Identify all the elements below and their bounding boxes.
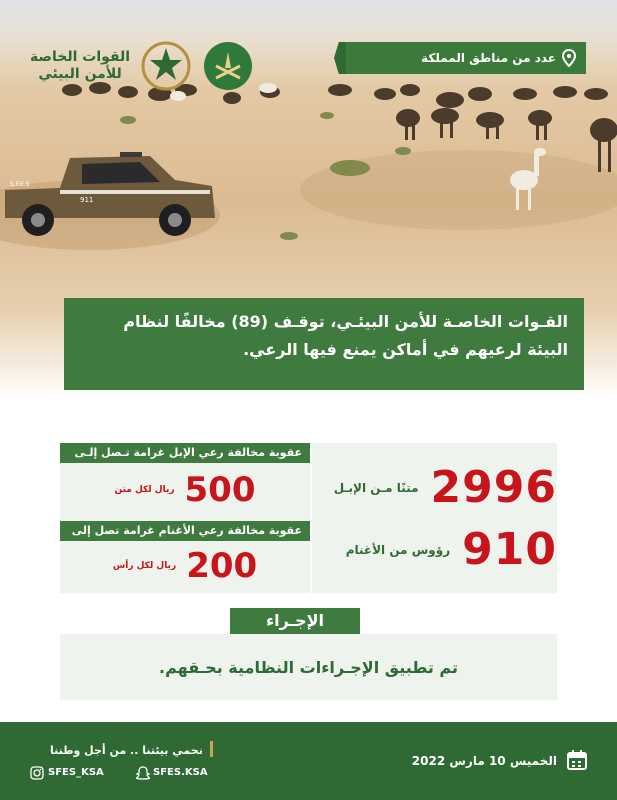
camel-fine-unit: ريال لكل متن bbox=[114, 485, 175, 495]
sheep-count-label: رؤوس من الأغنام bbox=[345, 542, 451, 557]
logo-line-2: للأمن البيئي bbox=[38, 66, 122, 82]
camel-fine-amount: 500 bbox=[184, 470, 256, 510]
action-box bbox=[60, 634, 557, 700]
action-text: تم تطبيق الإجـراءات النظامية بحـقهم. bbox=[159, 657, 458, 677]
patrol-truck bbox=[0, 150, 230, 245]
footer-date: الخميس 10 مارس 2022 bbox=[411, 754, 557, 768]
action-title: الإجـراء bbox=[230, 608, 360, 634]
truck-plate: S.F.E.S bbox=[10, 181, 30, 188]
headline-line-1: القـوات الخاصـة للأمن البيئـي، توقـف (89) مخالفًا لنظام bbox=[123, 312, 568, 331]
sheep-count-stat bbox=[311, 524, 557, 575]
footer-slogan: نحمي بيئتنا .. من أجل وطننا bbox=[50, 744, 203, 757]
camel-fine-row bbox=[60, 466, 310, 514]
location-label: عدد من مناطق المملكة bbox=[421, 51, 556, 65]
sfes-logo-text bbox=[30, 49, 130, 83]
calendar-icon bbox=[566, 749, 588, 771]
sfes-emblem-icon bbox=[140, 40, 192, 92]
snapchat-handle[interactable]: SFES.KSA bbox=[153, 767, 208, 778]
footer bbox=[0, 722, 617, 800]
camel-count-stat bbox=[311, 462, 557, 513]
headline-line-2: البيئة لرعيهم في أماكن يمنع فيها الرعي. bbox=[243, 340, 568, 359]
logo-line-1: القوات الخاصة bbox=[30, 49, 131, 65]
sheep-fine-unit: ريال لكل رأس bbox=[112, 561, 177, 571]
location-bar bbox=[346, 42, 586, 74]
camel-fine-title: عقوبة مخالفة رعي الإبل غرامة تـصل إلـى bbox=[60, 443, 310, 463]
instagram-handle[interactable]: SFES_KSA bbox=[48, 767, 104, 778]
sheep-fine-amount: 200 bbox=[186, 546, 258, 586]
sheep-fine-row bbox=[60, 544, 310, 588]
camel-count-label: متنًا مـن الإبـل bbox=[333, 480, 419, 495]
sheep-fine-title: عقوبة مخالفة رعي الأغنام غرامة تصل إلى bbox=[60, 521, 310, 541]
slogan-accent bbox=[210, 741, 213, 757]
camel-count-value: 2996 bbox=[430, 462, 557, 513]
location-pin-icon bbox=[562, 49, 576, 67]
shrub bbox=[280, 232, 298, 240]
instagram-icon bbox=[30, 766, 44, 780]
headline-box bbox=[64, 298, 584, 390]
truck-number: 911 bbox=[80, 196, 94, 204]
snapchat-icon bbox=[136, 766, 150, 780]
sheep-count-value: 910 bbox=[462, 524, 557, 575]
logos bbox=[30, 40, 254, 92]
saudi-emblem-icon bbox=[202, 40, 254, 92]
